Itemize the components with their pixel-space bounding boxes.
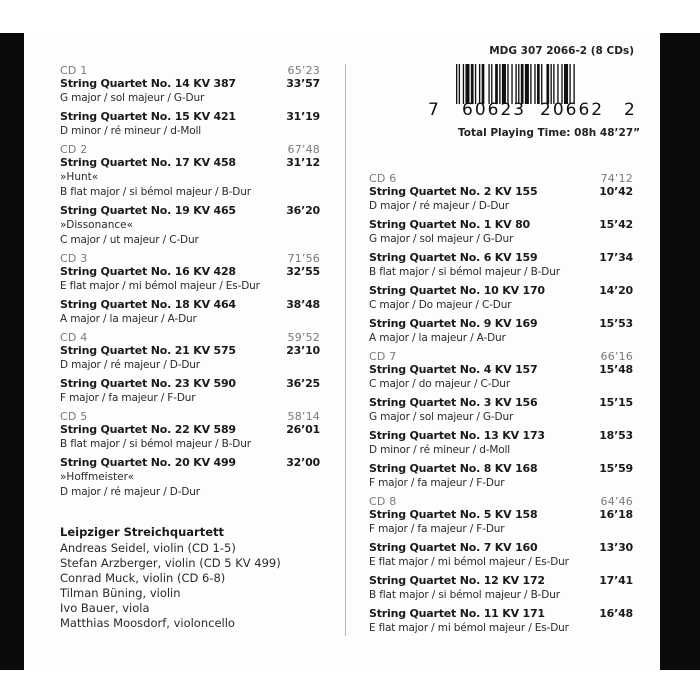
- cd-label: CD 7: [369, 350, 397, 363]
- cd-section: [60, 331, 320, 406]
- cd-section: [60, 410, 320, 500]
- work-title: String Quartet No. 18 KV 464: [60, 298, 236, 311]
- catalog-number: MDG 307 2066-2 (8 CDs): [489, 45, 634, 57]
- cd-label: CD 4: [60, 331, 88, 344]
- work-title-row: [369, 317, 633, 331]
- work-title-row: [60, 77, 320, 91]
- work-title-row: [369, 396, 633, 410]
- column-divider: [345, 64, 346, 636]
- barcode-bar: [534, 64, 535, 104]
- work-duration: 15’15: [599, 396, 633, 409]
- performer-line: Andreas Seidel, violin (CD 1-5): [60, 541, 236, 555]
- barcode-bar: [569, 64, 570, 104]
- cd-total-time: 74’12: [600, 172, 633, 185]
- work-entry: [60, 156, 320, 200]
- work-title-row: [369, 284, 633, 298]
- performer-line: Stefan Arzberger, violin (CD 5 KV 499): [60, 556, 281, 570]
- barcode-bar: [488, 64, 489, 104]
- work-key: B flat major / si bémol majeur / B-Dur: [60, 186, 251, 198]
- barcode-bar: [459, 64, 460, 104]
- work-key: E flat major / mi bémol majeur / Es-Dur: [60, 280, 260, 292]
- work-duration: 36’25: [286, 377, 320, 390]
- barcode-bar: [518, 64, 519, 104]
- cd-header: [60, 410, 320, 423]
- work-duration: 15’42: [599, 218, 633, 231]
- work-duration: 31’12: [286, 156, 320, 169]
- work-title: String Quartet No. 2 KV 155: [369, 185, 538, 198]
- work-entry: [369, 363, 633, 392]
- work-key: B flat major / si bémol majeur / B-Dur: [60, 438, 251, 450]
- work-entry: [60, 77, 320, 106]
- work-entry: [60, 204, 320, 248]
- work-duration: 17’34: [599, 251, 633, 264]
- performer-line: Tilman Büning, violin: [60, 586, 181, 600]
- work-title: String Quartet No. 17 KV 458: [60, 156, 236, 169]
- barcode-bar: [525, 64, 529, 104]
- work-entry: [369, 574, 633, 603]
- cd-total-time: 67’48: [287, 143, 320, 156]
- work-entry: [369, 185, 633, 214]
- work-title-row: [60, 110, 320, 124]
- work-entry: [369, 251, 633, 280]
- barcode-bar: [515, 64, 516, 104]
- barcode-bar: [465, 64, 469, 104]
- work-entry: [60, 344, 320, 373]
- work-entry: [369, 396, 633, 425]
- cd-section: [60, 143, 320, 248]
- barcode-group-2: 20662: [540, 100, 605, 120]
- work-entry: [60, 456, 320, 500]
- work-title-row: [60, 423, 320, 437]
- work-duration: 18’53: [599, 429, 633, 442]
- cd-header: [60, 143, 320, 156]
- work-title-row: [60, 298, 320, 312]
- work-entry: [369, 317, 633, 346]
- cd-section: [369, 350, 633, 491]
- work-title: String Quartet No. 6 KV 159: [369, 251, 538, 264]
- work-title: String Quartet No. 8 KV 168: [369, 462, 538, 475]
- work-title-row: [60, 377, 320, 391]
- work-entry: [60, 423, 320, 452]
- work-duration: 17’41: [599, 574, 633, 587]
- work-title-row: [60, 265, 320, 279]
- work-nickname: »Dissonance«: [60, 219, 134, 231]
- work-title: String Quartet No. 22 KV 589: [60, 423, 236, 436]
- cd-header: [60, 331, 320, 344]
- barcode-bar: [463, 64, 464, 104]
- barcode-bar: [475, 64, 476, 104]
- work-entry: [369, 462, 633, 491]
- work-duration: 33’57: [286, 77, 320, 90]
- work-title-row: [369, 251, 633, 265]
- work-title-row: [369, 462, 633, 476]
- barcode-bar: [561, 64, 562, 104]
- total-playing-time: Total Playing Time: 08h 48’27”: [458, 127, 641, 139]
- work-entry: [60, 377, 320, 406]
- cd-total-time: 71’56: [287, 252, 320, 265]
- work-nickname: »Hunt«: [60, 171, 99, 183]
- work-duration: 15’59: [599, 462, 633, 475]
- work-key: D major / ré majeur / D-Dur: [60, 486, 200, 498]
- work-key: F major / fa majeur / F-Dur: [60, 392, 196, 404]
- work-title-row: [369, 185, 633, 199]
- cd-label: CD 1: [60, 64, 88, 77]
- work-key: D minor / ré mineur / d-Moll: [60, 125, 202, 137]
- work-entry: [60, 265, 320, 294]
- barcode-bar: [573, 64, 574, 104]
- barcode-bar: [553, 64, 554, 104]
- work-title: String Quartet No. 21 KV 575: [60, 344, 236, 357]
- work-title-row: [369, 218, 633, 232]
- right-black-edge: [660, 33, 700, 670]
- work-key: C major / Do majeur / C-Dur: [369, 299, 512, 311]
- work-duration: 38’48: [286, 298, 320, 311]
- work-entry: [369, 508, 633, 537]
- cd-label: CD 5: [60, 410, 88, 423]
- work-duration: 16’18: [599, 508, 633, 521]
- performers: [60, 524, 320, 631]
- barcode-bar: [537, 64, 540, 104]
- work-entry: [60, 298, 320, 327]
- work-duration: 23’10: [286, 344, 320, 357]
- cd-header: [60, 64, 320, 77]
- cd-total-time: 65’23: [287, 64, 320, 77]
- work-title-row: [369, 541, 633, 555]
- work-title-row: [369, 363, 633, 377]
- work-key: G major / sol majeur / G-Dur: [60, 92, 205, 104]
- cd-section: [60, 64, 320, 139]
- barcode-bar: [541, 64, 542, 104]
- work-title: String Quartet No. 9 KV 169: [369, 317, 538, 330]
- work-title: String Quartet No. 23 KV 590: [60, 377, 236, 390]
- work-key: F major / fa majeur / F-Dur: [369, 477, 505, 489]
- cd-header: [369, 350, 633, 363]
- work-key: D major / ré majeur / D-Dur: [369, 200, 509, 212]
- left-tracklist-column: [60, 64, 320, 631]
- cd-total-time: 66’16: [600, 350, 633, 363]
- work-duration: 31’19: [286, 110, 320, 123]
- cd-total-time: 64’46: [600, 495, 633, 508]
- work-title: String Quartet No. 12 KV 172: [369, 574, 545, 587]
- barcode-bar: [479, 64, 480, 104]
- barcode-bar: [482, 64, 485, 104]
- work-key: G major / sol majeur / G-Dur: [369, 233, 514, 245]
- barcode-bar: [530, 64, 531, 104]
- cd-label: CD 3: [60, 252, 88, 265]
- work-title-row: [369, 429, 633, 443]
- barcode-check-digit: 2: [624, 100, 635, 120]
- work-entry: [60, 110, 320, 139]
- work-title: String Quartet No. 7 KV 160: [369, 541, 538, 554]
- work-title-row: [60, 456, 320, 470]
- barcode-bar: [511, 64, 512, 104]
- right-tracklist-column: [369, 172, 633, 640]
- work-duration: 32’00: [286, 456, 320, 469]
- work-duration: 15’48: [599, 363, 633, 376]
- cd-header: [369, 495, 633, 508]
- cd-section: [369, 495, 633, 636]
- work-title: String Quartet No. 20 KV 499: [60, 456, 236, 469]
- barcode-group-1: 60623: [462, 100, 527, 120]
- work-title-row: [369, 508, 633, 522]
- work-title: String Quartet No. 13 KV 173: [369, 429, 545, 442]
- barcode-bar: [564, 64, 568, 104]
- barcode-bar: [456, 64, 457, 104]
- performer-line: Conrad Muck, violin (CD 6-8): [60, 571, 226, 585]
- work-title: String Quartet No. 4 KV 157: [369, 363, 538, 376]
- work-title: String Quartet No. 1 KV 80: [369, 218, 530, 231]
- work-title: String Quartet No. 5 KV 158: [369, 508, 538, 521]
- work-key: D major / ré majeur / D-Dur: [60, 359, 200, 371]
- barcode-bar: [551, 64, 552, 104]
- work-title: String Quartet No. 19 KV 465: [60, 204, 236, 217]
- barcode-bar: [499, 64, 500, 104]
- work-key: D minor / ré mineur / d-Moll: [369, 444, 511, 456]
- cd-label: CD 2: [60, 143, 88, 156]
- work-title-row: [60, 204, 320, 218]
- work-key: F major / fa majeur / F-Dur: [369, 523, 505, 535]
- performer-line: Matthias Moosdorf, violoncello: [60, 616, 235, 630]
- work-title-row: [60, 344, 320, 358]
- barcode-bar: [507, 64, 508, 104]
- cd-section: [369, 172, 633, 346]
- cd-total-time: 59’52: [287, 331, 320, 344]
- cd-label: CD 8: [369, 495, 397, 508]
- work-duration: 36’20: [286, 204, 320, 217]
- barcode-bar: [495, 64, 498, 104]
- work-title: String Quartet No. 10 KV 170: [369, 284, 545, 297]
- work-title-row: [60, 156, 320, 170]
- work-key: A major / la majeur / A-Dur: [60, 313, 197, 325]
- performer-line: Ivo Bauer, viola: [60, 601, 150, 615]
- barcode-bar: [546, 64, 549, 104]
- cd-section: [60, 252, 320, 327]
- cd-header: [369, 172, 633, 185]
- work-title: String Quartet No. 15 KV 421: [60, 110, 236, 123]
- work-title: String Quartet No. 16 KV 428: [60, 265, 236, 278]
- ensemble-name: Leipziger Streichquartett: [60, 525, 224, 539]
- work-duration: 16’48: [599, 607, 633, 620]
- work-entry: [369, 284, 633, 313]
- barcode-bar: [502, 64, 506, 104]
- cd-header: [60, 252, 320, 265]
- work-duration: 13’30: [599, 541, 633, 554]
- work-title: String Quartet No. 14 KV 387: [60, 77, 236, 90]
- cd-label: CD 6: [369, 172, 397, 185]
- work-title-row: [369, 574, 633, 588]
- work-title: String Quartet No. 3 KV 156: [369, 396, 538, 409]
- barcode-bar: [491, 64, 492, 104]
- barcode-bar: [557, 64, 558, 104]
- work-entry: [369, 218, 633, 247]
- work-entry: [369, 607, 633, 636]
- work-title-row: [369, 607, 633, 621]
- left-black-edge: [0, 33, 24, 670]
- work-key: E flat major / mi bémol majeur / Es-Dur: [369, 556, 569, 568]
- work-duration: 15’53: [599, 317, 633, 330]
- work-entry: [369, 429, 633, 458]
- barcode-bar: [521, 64, 524, 104]
- work-key: A major / la majeur / A-Dur: [369, 332, 506, 344]
- work-key: C major / ut majeur / C-Dur: [60, 234, 199, 246]
- work-key: E flat major / mi bémol majeur / Es-Dur: [369, 622, 569, 634]
- cd-total-time: 58’14: [287, 410, 320, 423]
- work-key: B flat major / si bémol majeur / B-Dur: [369, 266, 560, 278]
- work-duration: 10’42: [599, 185, 633, 198]
- work-key: G major / sol majeur / G-Dur: [369, 411, 514, 423]
- work-duration: 26’01: [286, 423, 320, 436]
- work-nickname: »Hoffmeister«: [60, 471, 134, 483]
- work-key: C major / do majeur / C-Dur: [369, 378, 510, 390]
- work-entry: [369, 541, 633, 570]
- work-duration: 14’20: [599, 284, 633, 297]
- work-title: String Quartet No. 11 KV 171: [369, 607, 545, 620]
- work-key: B flat major / si bémol majeur / B-Dur: [369, 589, 560, 601]
- barcode-lead-digit: 7: [428, 100, 439, 120]
- work-duration: 32’55: [286, 265, 320, 278]
- barcode-bar: [471, 64, 474, 104]
